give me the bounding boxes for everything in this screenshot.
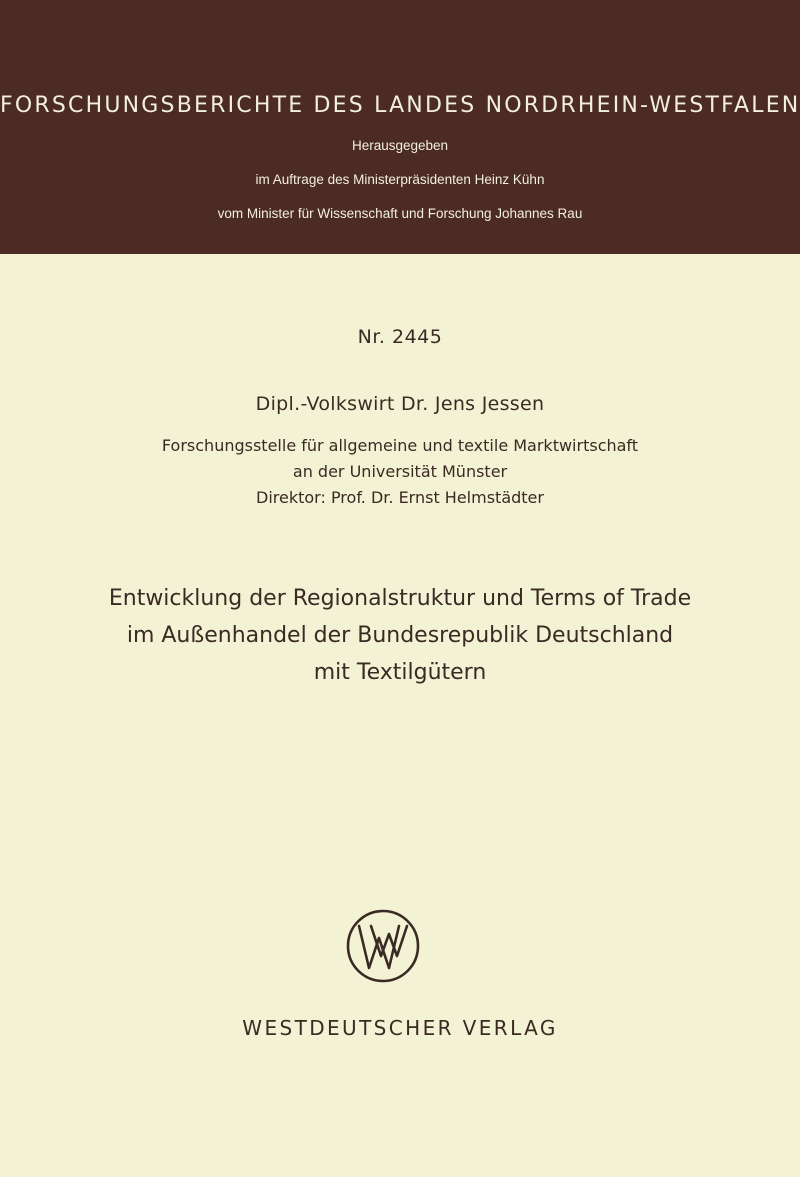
- book-title-line-3: mit Textilgütern: [313, 660, 487, 685]
- institution-line-2: an der Universität Münster: [292, 462, 508, 481]
- westdeutscher-verlag-logo-icon: [345, 908, 421, 984]
- book-title-line-1: Entwicklung der Regionalstruktur und Terms of Trade: [108, 586, 692, 611]
- series-header-band: [0, 0, 800, 254]
- publisher-note-auftrag: im Auftrage des Ministerpräsidenten Heinz Kühn: [255, 172, 545, 187]
- series-title: FORSCHUNGSBERICHTE DES LANDES NORDRHEIN-WESTFALEN: [0, 93, 800, 118]
- report-number: Nr. 2445: [357, 326, 443, 348]
- author-name: Dipl.-Volkswirt Dr. Jens Jessen: [255, 393, 545, 415]
- book-title-line-2: im Außenhandel der Bundesrepublik Deutschland: [126, 623, 674, 648]
- institution-director: Direktor: Prof. Dr. Ernst Helmstädter: [256, 488, 544, 507]
- publisher-name: WESTDEUTSCHER VERLAG: [242, 1016, 558, 1040]
- institution-line-1: Forschungsstelle für allgemeine und textile Marktwirtschaft: [161, 436, 639, 455]
- publisher-note-herausgegeben: Herausgegeben: [351, 138, 449, 153]
- publisher-note-minister: vom Minister für Wissenschaft und Forschung Johannes Rau: [217, 206, 583, 221]
